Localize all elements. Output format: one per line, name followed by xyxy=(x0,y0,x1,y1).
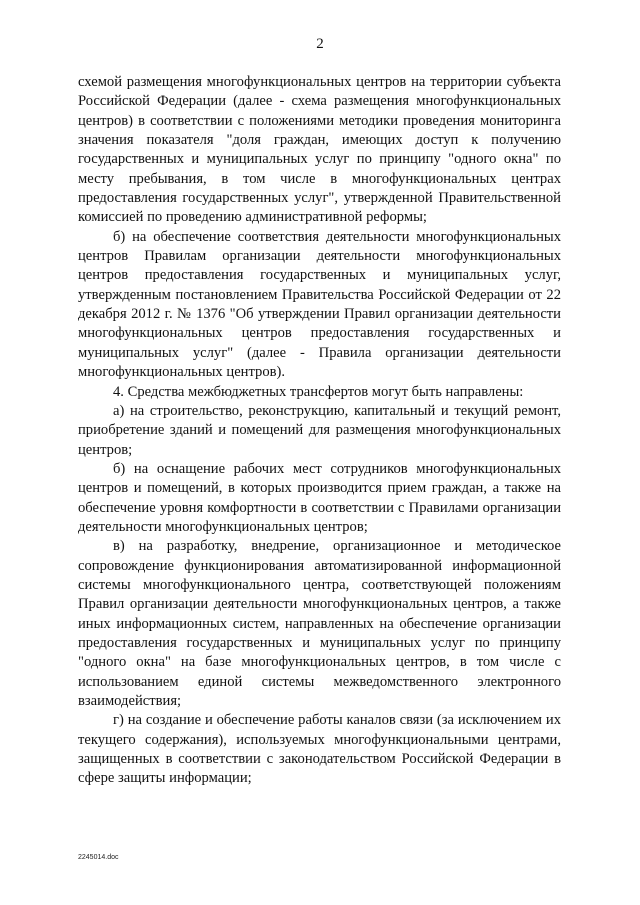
footer-filename: 2245014.doc xyxy=(78,854,119,861)
paragraph-item-b-compliance: б) на обеспечение соответствия деятельности многофункциональных центров Правилам организации деятельности многофункциональных центров предоставления государственных и муниципальных услуг, утвержденным постановлением Правительства Российской Федерации от 22 декабря 2012 г. № 1376 "Об утверждении Правил организации деятельности многофункциональных центров предоставления государственных и муниципальных услуг" (далее - Правила организации деятельности многофункциональных центров). xyxy=(78,228,561,381)
paragraph-item-a: а) на строительство, реконструкцию, капитальный и текущий ремонт, приобретение зданий и помещений для размещения многофункциональных центров; xyxy=(78,402,561,458)
paragraph-item-v: в) на разработку, внедрение, организационное и методическое сопровождение функционирования автоматизированной информационной системы многофункционального центра, соответствующей положениям Правил организации деятельности многофункциональных центров, а также иных информационных систем, направленных на обеспечение организации предоставления государственных и муниципальных услуг по принципу "одного окна" на базе многофункциональных центров, в том числе с использованием единой системы межведомственного электронного взаимодействия; xyxy=(78,538,561,709)
document-body xyxy=(78,73,561,789)
paragraph-section-4: 4. Средства межбюджетных трансфертов могут быть направлены: xyxy=(113,383,524,400)
page-number: 2 xyxy=(316,36,324,52)
paragraph-continuation: схемой размещения многофункциональных центров на территории субъекта Российской Федерации (далее - схема размещения многофункциональных центров) в соответствии с положениями методики проведения мониторинга значения показателя "доля граждан, имеющих доступ к получению государственных и муниципальных услуг по принципу "одного окна" по месту пребывания, в том числе в многофункциональных центрах предоставления государственных услуг", утвержденной Правительственной комиссией по проведению административной реформы; xyxy=(78,74,561,226)
paragraph-item-g: г) на создание и обеспечение работы каналов связи (за исключением их текущего содержания), используемых многофункциональными центрами, защищенных в соответствии с законодательством Российской Федерации в сфере защиты информации; xyxy=(78,712,561,787)
paragraph-item-b-equipment: б) на оснащение рабочих мест сотрудников многофункциональных центров и помещений, в которых производится прием граждан, а также на обеспечение уровня комфортности в соответствии с Правилами организации деятельности многофункциональных центров; xyxy=(78,460,561,535)
